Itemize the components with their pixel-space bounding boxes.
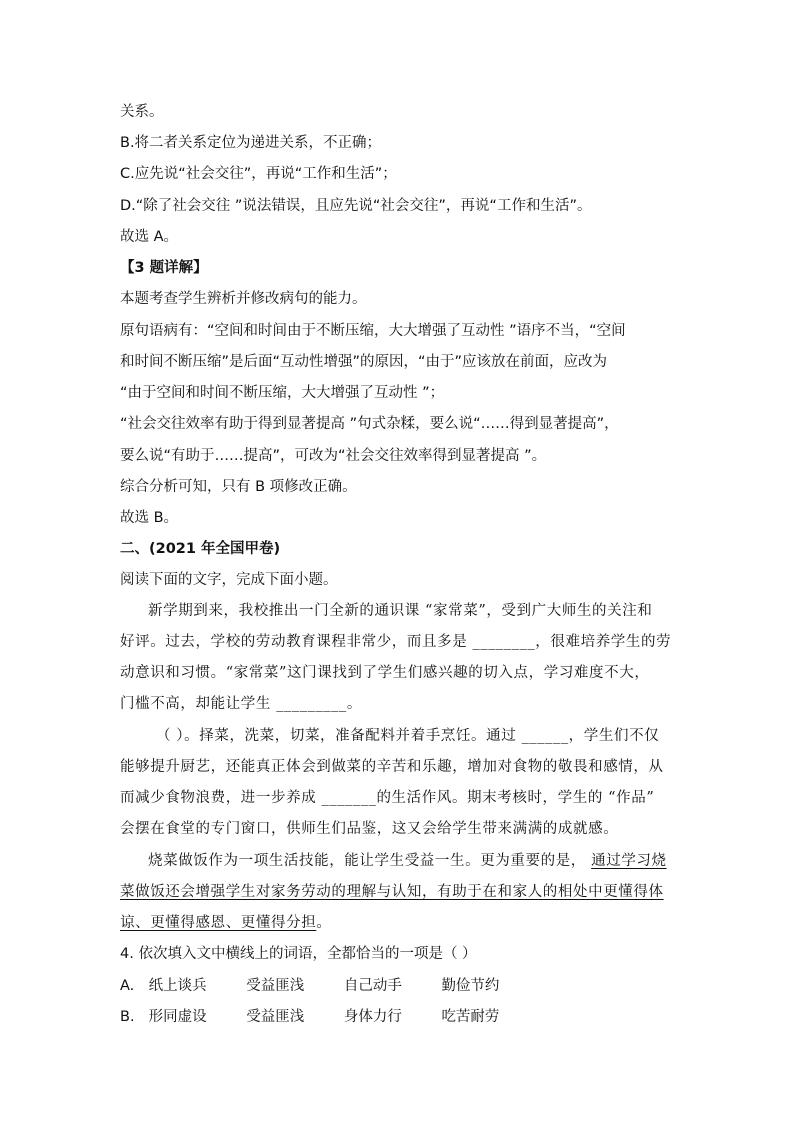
passage-line: 动意识和习惯。“家常菜”这门课找到了学生们感兴趣的切入点，学习难度不大，: [120, 665, 650, 681]
passage-line: 能够提升厨艺，还能真正体会到做菜的辛苦和乐趣，增加对食物的敬畏和感情，从: [120, 759, 664, 775]
underlined-sentence: 通过学习烧: [591, 853, 667, 869]
option-item: 形同虚设: [148, 1009, 207, 1025]
passage-line: 好评。过去，学校的劳动教育课程非常少，而且多是 ________，很难培养学生的劳: [120, 634, 672, 650]
analysis-line-12: 要么说“有助于……提高”，可改为“社会交往效率得到显著提高 ”。: [120, 448, 547, 464]
analysis-line-7: 本题考查学生辨析并修改病句的能力。: [120, 291, 367, 307]
analysis-line-10: “由于空间和时间不断压缩，大大增强了互动性 ”；: [120, 385, 445, 401]
underlined-sentence: 谅、更懂得感恩、更懂得分担: [120, 915, 317, 931]
passage-line: 而减少食物浪费，进一步养成 _______的生活作风。期末考核时，学生的 “作品”: [120, 790, 655, 806]
analysis-line-3: C.应先说“社会交往”，再说“工作和生活”；: [120, 166, 397, 182]
sub-question-heading: 【3 题详解】: [120, 260, 208, 276]
analysis-line-4: D.“除了社会交往 ”说法错误，且应先说“社会交往”，再说“工作和生活”。: [120, 198, 592, 214]
section-heading: 二、(2021 年全国甲卷): [120, 541, 281, 557]
passage-line: [120, 913, 331, 933]
analysis-line-2: B.将二者关系定位为递进关系，不正确；: [120, 135, 382, 151]
analysis-line-13: 综合分析可知，只有 B 项修改正确。: [120, 479, 357, 495]
underlined-sentence: 菜做饭还会增强学生对家务劳动的理解与认知，有助于在和家人的相处中更懂得体: [120, 884, 664, 900]
passage-line: 会摆在食堂的专门窗口，供师生们品鉴，这又会给学生带来满满的成就感。: [120, 821, 619, 837]
analysis-line-9: 和时间不断压缩”是后面“互动性增强”的原因，“由于”应该放在前面，应改为: [120, 354, 608, 370]
passage-plain-text: 烧菜做饭作为一项生活技能，能让学生受益一生。更为重要的是，: [148, 853, 586, 869]
question-4: 4. 依次填入文中横线上的词语，全都恰当的一项是（ ）: [120, 946, 477, 962]
option-a: [120, 976, 499, 996]
option-item: 受益匪浅: [246, 978, 305, 994]
option-item: 自己动手: [343, 978, 402, 994]
passage-line: （ ）。择菜，洗菜，切菜，准备配料并着手烹饪。通过 ______，学生们不仅: [156, 728, 660, 744]
analysis-line-14: 故选 B。: [120, 510, 179, 526]
analysis-line-1: 关系。: [120, 104, 164, 120]
option-item: 受益匪浅: [246, 1009, 305, 1025]
analysis-line-5: 故选 A。: [120, 229, 179, 245]
passage-line: [120, 882, 664, 902]
reading-instruction: 阅读下面的文字，完成下面小题。: [120, 572, 338, 588]
option-item: 勤俭节约: [441, 978, 500, 994]
option-letter: B.: [120, 1009, 135, 1025]
option-item: 吃苦耐劳: [441, 1009, 500, 1025]
passage-line: 新学期到来，我校推出一门全新的通识课 “家常菜”，受到广大师生的关注和: [148, 603, 653, 619]
passage-line: 门槛不高，却能让学生 _________。: [120, 696, 362, 712]
option-b: [120, 1007, 499, 1027]
sentence-end: 。: [316, 915, 332, 931]
analysis-line-11: “社会交往效率有助于得到显著提高 ”句式杂糅，要么说“……得到显著提高”，: [120, 416, 619, 432]
analysis-line-8: 原句语病有：“空间和时间由于不断压缩，大大增强了互动性 ”语序不当，“空间: [120, 323, 626, 339]
passage-line: [148, 851, 667, 871]
option-item: 身体力行: [343, 1009, 402, 1025]
option-letter: A.: [120, 978, 135, 994]
option-item: 纸上谈兵: [148, 978, 207, 994]
